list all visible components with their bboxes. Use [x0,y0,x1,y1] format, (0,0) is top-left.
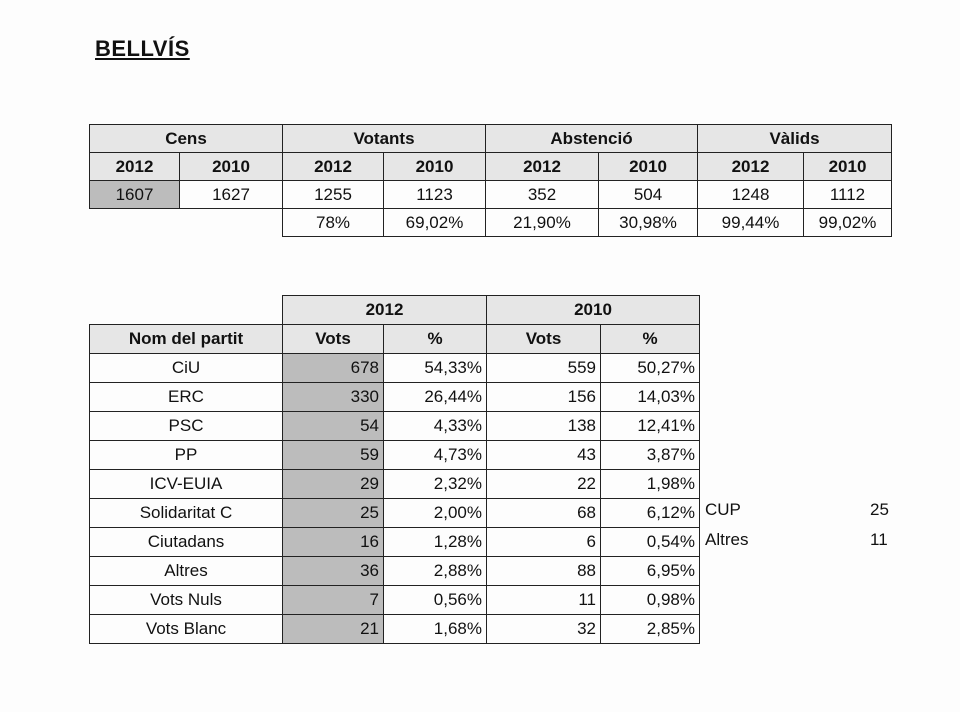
pct-2010-cell: 0,54% [601,528,700,557]
table-row [90,528,700,557]
party-name-cell: Vots Blanc [90,615,283,644]
votants-2010-cell: 1123 [384,181,486,209]
party-name-header: Nom del partit [90,325,283,354]
votes-2010-cell: 138 [487,412,601,441]
valids-2012-pct-cell: 99,44% [698,209,804,237]
pct-2012-cell: 54,33% [384,354,487,383]
year-header: 2010 [804,153,892,181]
votes-2010-cell: 6 [487,528,601,557]
abstencio-2012-pct-cell: 21,90% [486,209,599,237]
table-row [90,499,700,528]
votes-2010-cell: 11 [487,586,601,615]
empty-cell [90,209,180,237]
year-header: 2010 [384,153,486,181]
votes-2010-cell: 156 [487,383,601,412]
group-header-valids: Vàlids [698,125,892,153]
pct-2010-cell: 6,12% [601,499,700,528]
summary-year-header-row [90,153,892,181]
pct-2012-cell: 4,33% [384,412,487,441]
pct-2010-cell: 0,98% [601,586,700,615]
party-name-cell: Ciutadans [90,528,283,557]
votes-2010-cell: 88 [487,557,601,586]
cens-2010-cell: 1627 [180,181,283,209]
parties-year-header-row [90,296,700,325]
year-header: 2010 [180,153,283,181]
table-row [90,615,700,644]
pct-2010-cell: 6,95% [601,557,700,586]
pct-2010-cell: 3,87% [601,441,700,470]
party-name-cell: ERC [90,383,283,412]
pct-2010-cell: 14,03% [601,383,700,412]
pct-2012-cell: 1,68% [384,615,487,644]
votants-2012-pct-cell: 78% [283,209,384,237]
side-note-value: 25 [870,500,889,519]
votes-2010-cell: 32 [487,615,601,644]
votants-2012-cell: 1255 [283,181,384,209]
votes-2012-cell: 29 [283,470,384,499]
group-header-abstencio: Abstenció [486,125,698,153]
pct-2010-cell: 50,27% [601,354,700,383]
side-note-label: CUP [705,500,741,519]
votes-2012-cell: 59 [283,441,384,470]
party-name-cell: Solidaritat C [90,499,283,528]
cens-2012-cell: 1607 [90,181,180,209]
parties-table [89,295,700,644]
pct-2010-cell: 1,98% [601,470,700,499]
year-header: 2012 [90,153,180,181]
table-row [90,412,700,441]
year-header: 2012 [486,153,599,181]
pct-2010-header: % [601,325,700,354]
year-header: 2012 [283,153,384,181]
votes-2012-cell: 16 [283,528,384,557]
votes-2010-cell: 559 [487,354,601,383]
valids-2012-cell: 1248 [698,181,804,209]
abstencio-2010-cell: 504 [599,181,698,209]
parties-column-header-row [90,325,700,354]
pct-2010-cell: 12,41% [601,412,700,441]
year-header-2010: 2010 [487,296,700,325]
party-name-cell: Altres [90,557,283,586]
valids-2010-cell: 1112 [804,181,892,209]
summary-group-header-row [90,125,892,153]
pct-2010-cell: 2,85% [601,615,700,644]
pct-2012-cell: 0,56% [384,586,487,615]
party-name-cell: ICV-EUIA [90,470,283,499]
votes-2012-cell: 678 [283,354,384,383]
year-header: 2010 [599,153,698,181]
empty-cell [90,296,283,325]
group-header-votants: Votants [283,125,486,153]
votes-2012-cell: 7 [283,586,384,615]
valids-2010-pct-cell: 99,02% [804,209,892,237]
pct-2012-header: % [384,325,487,354]
votes-2012-cell: 21 [283,615,384,644]
empty-cell [180,209,283,237]
votes-2010-cell: 22 [487,470,601,499]
votants-2010-pct-cell: 69,02% [384,209,486,237]
table-row [90,354,700,383]
party-name-cell: PP [90,441,283,470]
table-row [90,557,700,586]
votes-2010-cell: 68 [487,499,601,528]
year-header: 2012 [698,153,804,181]
summary-counts-row [90,181,892,209]
pct-2012-cell: 2,32% [384,470,487,499]
table-row [90,441,700,470]
pct-2012-cell: 1,28% [384,528,487,557]
votes-2012-header: Vots [283,325,384,354]
party-name-cell: Vots Nuls [90,586,283,615]
party-name-cell: CiU [90,354,283,383]
votes-2012-cell: 54 [283,412,384,441]
party-name-cell: PSC [90,412,283,441]
table-row [90,586,700,615]
table-row [90,470,700,499]
page-title: BELLVÍS [95,36,190,61]
votes-2012-cell: 36 [283,557,384,586]
votes-2012-cell: 25 [283,499,384,528]
side-note-value: 11 [870,530,888,549]
pct-2012-cell: 2,88% [384,557,487,586]
abstencio-2012-cell: 352 [486,181,599,209]
side-note-label: Altres [705,530,749,549]
pct-2012-cell: 26,44% [384,383,487,412]
summary-percents-row [90,209,892,237]
votes-2010-cell: 43 [487,441,601,470]
pct-2012-cell: 2,00% [384,499,487,528]
year-header-2012: 2012 [283,296,487,325]
abstencio-2010-pct-cell: 30,98% [599,209,698,237]
pct-2012-cell: 4,73% [384,441,487,470]
summary-table [89,124,892,237]
table-row [90,383,700,412]
group-header-cens: Cens [90,125,283,153]
votes-2010-header: Vots [487,325,601,354]
votes-2012-cell: 330 [283,383,384,412]
